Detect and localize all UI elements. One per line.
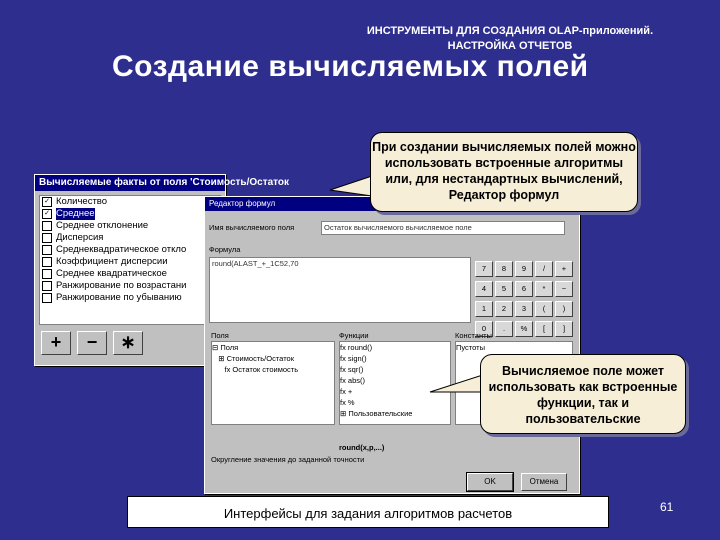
- keypad-key[interactable]: 1: [475, 301, 493, 317]
- function-item[interactable]: fx sqr(): [340, 365, 364, 374]
- constant-item[interactable]: Пустоты: [456, 343, 485, 352]
- fact-checkbox[interactable]: ✓: [42, 209, 52, 219]
- ok-button[interactable]: OK: [467, 473, 513, 491]
- constants-label: Константы: [455, 331, 492, 340]
- fact-label: Среднее квадратическое: [56, 268, 167, 279]
- callout-functions: Вычисляемое поле может использовать как встроенные функции, так и пользовательские: [480, 354, 686, 434]
- keypad-key[interactable]: 8: [495, 261, 513, 277]
- functions-label: Функции: [339, 331, 369, 340]
- function-item[interactable]: fx sign(): [340, 354, 367, 363]
- keypad-key[interactable]: 0: [475, 321, 493, 337]
- header-line-2: НАСТРОЙКА ОТЧЕТОВ: [447, 40, 573, 52]
- keypad-key[interactable]: %: [515, 321, 533, 337]
- function-item[interactable]: fx abs(): [340, 376, 366, 385]
- fact-label: Среднеквадратическое откло: [56, 244, 187, 255]
- keypad-key[interactable]: ): [555, 301, 573, 317]
- page-number: 61: [660, 500, 674, 514]
- fact-label: Среднее отклонение: [56, 220, 149, 231]
- callout-builtin-algorithms: При создании вычисляемых полей можно использовать встроенные алгоритмы или, для нестандартных вычислений, Редактор формул: [370, 132, 638, 212]
- field-tree-item[interactable]: fx Остаток стоимость: [212, 365, 299, 374]
- cancel-button[interactable]: Отмена: [521, 473, 567, 491]
- function-item[interactable]: fx round(): [340, 343, 373, 352]
- keypad-key[interactable]: .: [495, 321, 513, 337]
- keypad-key[interactable]: +: [555, 261, 573, 277]
- fact-label: Ранжирование по возрастани: [56, 280, 187, 291]
- keypad-key[interactable]: 2: [495, 301, 513, 317]
- function-description: Округление значения до заданной точности: [211, 455, 365, 464]
- keypad-key[interactable]: −: [555, 281, 573, 297]
- formula-editor-titlebar: Редактор формул: [205, 197, 579, 211]
- fact-label: Ранжирование по убыванию: [56, 292, 182, 303]
- computed-facts-titlebar: Вычисляемые факты от поля 'Стоимость/Остаток: [35, 175, 225, 191]
- fact-checkbox[interactable]: ✓: [42, 197, 52, 207]
- function-syntax: round(x,p,...): [339, 443, 385, 452]
- keypad-key[interactable]: 9: [515, 261, 533, 277]
- keypad-key[interactable]: ]: [555, 321, 573, 337]
- fact-label: Коэффициент дисперсии: [56, 256, 168, 267]
- slide-title: Создание вычисляемых полей: [112, 50, 589, 83]
- header-line-1: ИНСТРУМЕНТЫ ДЛЯ СОЗДАНИЯ OLAP-приложений.: [366, 25, 654, 37]
- formula-label: Формула: [209, 245, 241, 254]
- keypad-key[interactable]: 5: [495, 281, 513, 297]
- function-item[interactable]: fx %: [340, 398, 355, 407]
- keypad-key[interactable]: 3: [515, 301, 533, 317]
- keypad-key[interactable]: /: [535, 261, 553, 277]
- formula-input[interactable]: round(ALAST_+_1C52,70: [209, 257, 471, 323]
- field-name-input[interactable]: Остаток вычисляемого вычисляемое поле: [321, 221, 565, 235]
- keypad-key[interactable]: 7: [475, 261, 493, 277]
- formula-button[interactable]: ∗: [113, 331, 143, 355]
- function-item[interactable]: fx +: [340, 387, 353, 396]
- add-button[interactable]: +: [41, 331, 71, 355]
- field-tree-item[interactable]: ⊞ Стоимость/Остаток: [212, 354, 294, 363]
- remove-button[interactable]: −: [77, 331, 107, 355]
- keypad-key[interactable]: *: [535, 281, 553, 297]
- fact-label: Дисперсия: [56, 232, 104, 243]
- fields-label: Поля: [211, 331, 229, 340]
- field-name-label: Имя вычисляемого поля: [209, 223, 295, 232]
- function-item[interactable]: ⊞ Пользовательские: [340, 409, 413, 418]
- fact-label: Среднее: [56, 208, 95, 219]
- keypad-key[interactable]: (: [535, 301, 553, 317]
- callout1-tail: [330, 176, 372, 196]
- keypad-key[interactable]: 6: [515, 281, 533, 297]
- keypad-key[interactable]: [: [535, 321, 553, 337]
- field-tree-item[interactable]: ⊟ Поля: [212, 343, 239, 352]
- keypad-key[interactable]: 4: [475, 281, 493, 297]
- fact-label: Количество: [56, 196, 108, 207]
- slide-caption: Интерфейсы для задания алгоритмов расчетов: [127, 496, 609, 528]
